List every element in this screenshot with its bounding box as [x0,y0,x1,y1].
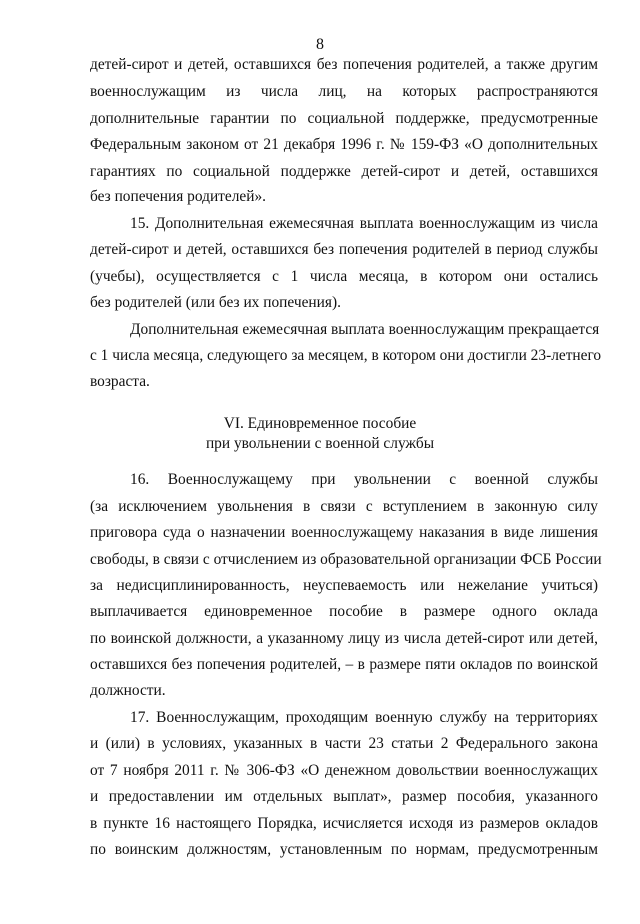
text-line: 17. Военнослужащим, проходящим военную службу на территориях [130,709,598,726]
text-line: военнослужащим из числа лиц, на которых распространяются [90,83,598,100]
page-number: 8 [316,36,324,53]
text-line: Дополнительная ежемесячная выплата военнослужащим прекращается [130,321,600,338]
text-line: и предоставлении им отдельных выплат», размер пособия, указанного [90,788,598,805]
section-heading-line1: VI. Единовременное пособие [223,415,417,432]
text-line: детей-сирот и детей, оставшихся без попечения родителей, а также другим [90,56,598,73]
text-line: свободы, в связи с отчислением из образовательной организации ФСБ России [90,551,602,568]
text-line: оставшихся без попечения родителей, – в размере пяти окладов по воинской [90,656,598,673]
text-line: гарантиях по социальной поддержке детей-сирот и детей, оставшихся [90,163,598,180]
text-line: за недисциплинированность, неуспеваемость или нежелание учиться) [90,577,598,594]
text-line: с 1 числа месяца, следующего за месяцем, в котором они достигли 23-летнего [90,347,602,364]
text-line: в пункте 16 настоящего Порядка, исчисляется исходя из размеров окладов [90,815,598,832]
text-line: по воинским должностям, установленным по нормам, предусмотренным [90,841,598,858]
text-line: выплачивается единовременное пособие в размере одного оклада [90,603,598,620]
text-line: по воинской должности, а указанному лицу из числа детей-сирот или детей, [90,630,598,647]
section-heading-line2: при увольнении с военной службы [205,435,435,452]
text-line: без родителей (или без их попечения). [90,294,341,311]
text-line: Федеральным законом от 21 декабря 1996 г. № 159-ФЗ «О дополнительных [90,136,598,153]
text-line: без попечения родителей». [90,188,267,205]
text-line: и (или) в условиях, указанных в части 23 статьи 2 Федерального закона [90,735,598,752]
text-line: 15. Дополнительная ежемесячная выплата военнослужащим из числа [130,215,598,232]
text-line: (учебы), осуществляется с 1 числа месяца, в котором они остались [90,268,598,285]
text-line: (за исключением увольнения в связи с вступлением в законную силу [90,498,598,515]
text-line: должности. [90,682,166,699]
text-line: 16. Военнослужащему при увольнении с военной службы [130,471,598,488]
text-line: детей-сирот и детей, оставшихся без попечения родителей в период службы [90,241,598,258]
text-line: возраста. [90,373,150,390]
text-line: приговора суда о назначении военнослужащему наказания в виде лишения [90,524,598,541]
text-line: от 7 ноября 2011 г. № 306-ФЗ «О денежном довольствии военнослужащих [90,762,598,779]
text-line: дополнительные гарантии по социальной поддержке, предусмотренные [90,110,598,127]
